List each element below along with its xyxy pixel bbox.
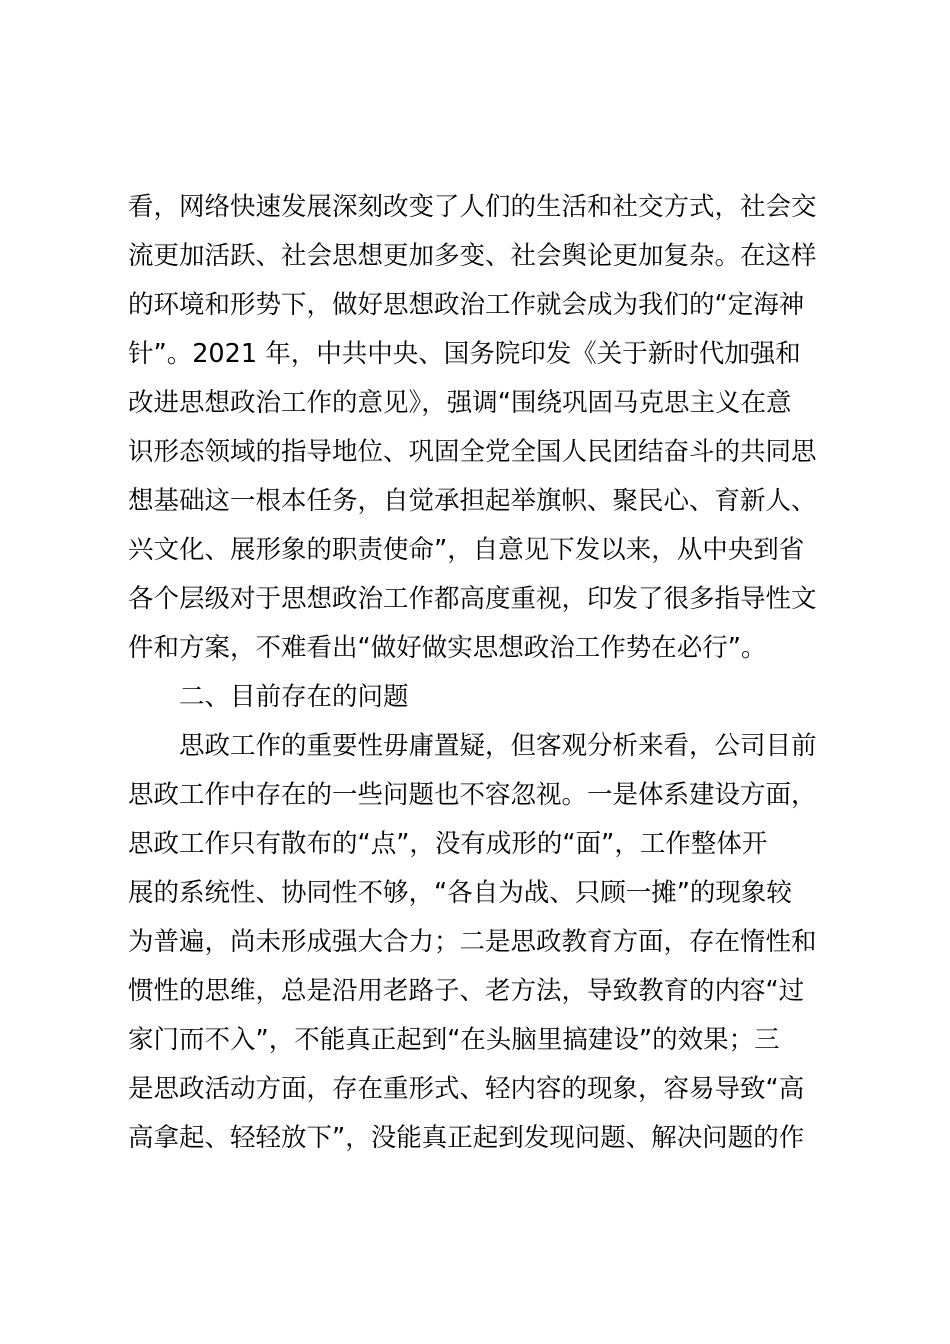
paragraph-line: 的环境和形势下，做好思想政治工作就会成为我们的“定海神	[128, 290, 805, 320]
paragraph-line: 流更加活跃、社会思想更加多变、社会舆论更加复杂。在这样	[128, 241, 817, 271]
paragraph-line: 看，网络快速发展深刻改变了人们的生活和社交方式，社会交	[128, 192, 817, 222]
paragraph-line: 改进思想政治工作的意见》，强调“围绕巩固马克思主义在意	[128, 388, 792, 418]
paragraph-line: 思政工作的重要性毋庸置疑，但客观分析来看，公司目前	[179, 731, 817, 761]
paragraph-line: 想基础这一根本任务，自觉承担起举旗帜、聚民心、育新人、	[128, 486, 817, 516]
paragraph-line: 展的系统性、协同性不够，“各自为战、只顾一摊”的现象较	[128, 878, 792, 908]
body-text	[128, 183, 833, 1163]
paragraph-line: 兴文化、展形象的职责使命”，自意见下发以来，从中央到省	[128, 535, 805, 565]
paragraph-line: 思政工作只有散布的“点”，没有成形的“面”，工作整体开	[128, 829, 768, 859]
paragraph-line: 识形态领域的指导地位、巩固全党全国人民团结奋斗的共同思	[128, 437, 817, 467]
section-heading: 二、目前存在的问题	[179, 682, 409, 712]
paragraph-line: 是思政活动方面，存在重形式、轻内容的现象，容易导致“高	[128, 1074, 805, 1104]
paragraph-line: 针”。2021 年，中共中央、国务院印发《关于新时代加强和	[128, 339, 801, 369]
paragraph-line: 惯性的思维，总是沿用老路子、老方法，导致教育的内容“过	[128, 976, 805, 1006]
paragraph-line: 思政工作中存在的一些问题也不容忽视。一是体系建设方面，	[128, 780, 817, 810]
paragraph-line: 为普遍，尚未形成强大合力；二是思政教育方面，存在惰性和	[128, 927, 817, 957]
paragraph-line: 高拿起、轻轻放下”，没能真正起到发现问题、解决问题的作	[128, 1123, 805, 1153]
paragraph-line: 件和方案，不难看出“做好做实思想政治工作势在必行”。	[128, 633, 767, 663]
paragraph-line: 各个层级对于思想政治工作都高度重视，印发了很多指导性文	[128, 584, 817, 614]
paragraph-line: 家门而不入”，不能真正起到“在头脑里搞建设”的效果；三	[128, 1025, 780, 1055]
